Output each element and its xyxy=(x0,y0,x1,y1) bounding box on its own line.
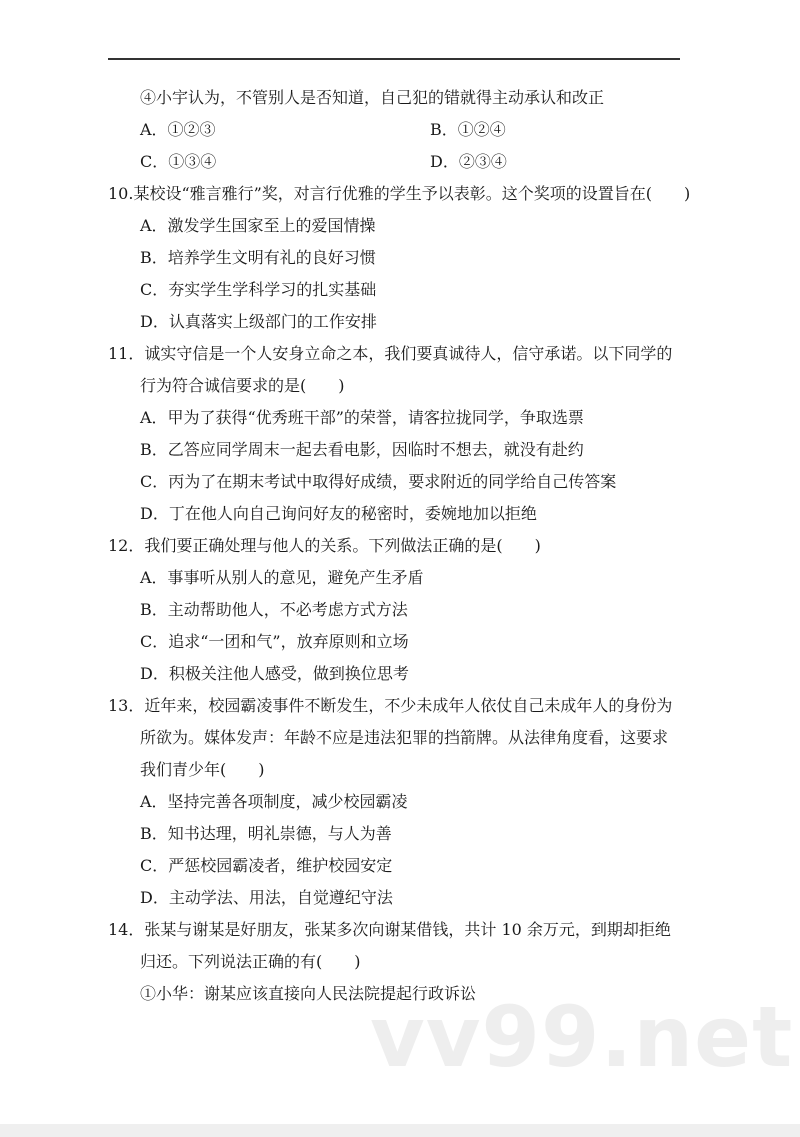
q11-stem-line2: 行为符合诚信要求的是( ) xyxy=(140,376,345,395)
q10-option-a: A．激发学生国家至上的爱国情操 xyxy=(140,216,376,235)
q11-option-c: C．丙为了在期末考试中取得好成绩，要求附近的同学给自己传答案 xyxy=(140,472,617,491)
q13-option-b: B．知书达理，明礼崇德，与人为善 xyxy=(140,824,392,843)
q10-stem: 10.某校设“雅言雅行”奖，对言行优雅的学生予以表彰。这个奖项的设置旨在( ) xyxy=(108,184,691,203)
q14-item1: ①小华：谢某应该直接向人民法院提起行政诉讼 xyxy=(140,984,477,1003)
q13-stem-line1: 13．近年来，校园霸凌事件不断发生，不少未成年人依仗自己未成年人的身份为 xyxy=(108,696,673,715)
page-bottom-edge xyxy=(0,1124,800,1137)
q10-option-d: D．认真落实上级部门的工作安排 xyxy=(140,312,377,331)
q13-option-c: C．严惩校园霸凌者，维护校园安定 xyxy=(140,856,393,875)
q9-option-d: D．②③④ xyxy=(430,152,507,171)
q12-stem: 12．我们要正确处理与他人的关系。下列做法正确的是( ) xyxy=(108,536,541,555)
q11-option-b: B．乙答应同学周末一起去看电影，因临时不想去，就没有赴约 xyxy=(140,440,584,459)
q12-option-b: B．主动帮助他人，不必考虑方式方法 xyxy=(140,600,408,619)
q12-option-c: C．追求“一团和气”，放弃原则和立场 xyxy=(140,632,409,651)
q9-option-b: B．①②④ xyxy=(430,120,506,139)
q9-option-c: C．①③④ xyxy=(140,152,217,171)
q9-item4: ④小宇认为，不管别人是否知道，自己犯的错就得主动承认和改正 xyxy=(140,88,605,107)
q13-option-d: D．主动学法、用法，自觉遵纪守法 xyxy=(140,888,393,907)
q13-option-a: A．坚持完善各项制度，减少校园霸凌 xyxy=(140,792,408,811)
q11-stem-line1: 11．诚实守信是一个人安身立命之本，我们要真诚待人，信守承诺。以下同学的 xyxy=(108,344,673,363)
q13-stem-line3: 我们青少年( ) xyxy=(140,760,265,779)
q14-stem-line2: 归还。下列说法正确的有( ) xyxy=(140,952,361,971)
q12-option-a: A．事事听从别人的意见，避免产生矛盾 xyxy=(140,568,424,587)
header-rule xyxy=(108,58,680,60)
q13-stem-line2: 所欲为。媒体发声：年龄不应是违法犯罪的挡箭牌。从法律角度看，这要求 xyxy=(140,728,669,747)
q12-option-d: D．积极关注他人感受，做到换位思考 xyxy=(140,664,409,683)
q11-option-d: D．丁在他人向自己询问好友的秘密时，委婉地加以拒绝 xyxy=(140,504,537,523)
q11-option-a: A．甲为了获得“优秀班干部”的荣誉，请客拉拢同学，争取选票 xyxy=(140,408,584,427)
q10-option-b: B．培养学生文明有礼的良好习惯 xyxy=(140,248,376,267)
q9-option-a: A．①②③ xyxy=(140,120,216,139)
q14-stem-line1: 14．张某与谢某是好朋友，张某多次向谢某借钱，共计 10 余万元，到期却拒绝 xyxy=(108,920,671,939)
q10-option-c: C．夯实学生学科学习的扎实基础 xyxy=(140,280,377,299)
watermark: vv99.net xyxy=(370,988,794,1086)
